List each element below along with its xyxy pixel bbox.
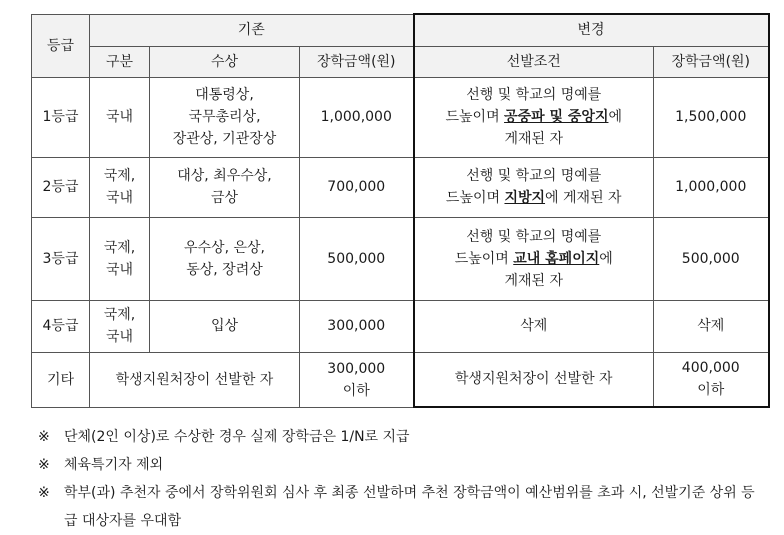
amount-cell: 700,000 — [300, 157, 414, 217]
amount-cell: 300,000 이하 — [300, 352, 414, 407]
note-item — [38, 423, 768, 451]
merged-award-cell: 학생지원처장이 선발한 자 — [90, 352, 300, 407]
note-text: 단체(2인 이상)로 수상한 경우 실제 장학금은 1/N로 지급 — [64, 429, 410, 445]
header-amount: 장학금액(원) — [300, 46, 414, 77]
amount-new-cell: 1,000,000 — [654, 157, 769, 217]
note-item — [38, 451, 768, 479]
reference-mark: ※ — [38, 457, 50, 473]
notes-section — [38, 423, 768, 535]
header-row-2 — [32, 46, 769, 77]
amount-cell: 300,000 — [300, 300, 414, 352]
table-row — [32, 77, 769, 157]
condition-cell: 선행 및 학교의 명예를 드높이며 교내 홈페이지에 게재된 자 — [414, 217, 654, 300]
table-row — [32, 217, 769, 300]
emphasis-text: 공중파 및 중앙지 — [504, 109, 609, 125]
header-changed: 변경 — [414, 14, 769, 46]
condition-cell: 학생지원처장이 선발한 자 — [414, 352, 654, 407]
note-text: 학부(과) 추천자 중에서 장학위원회 심사 후 최종 선발하며 추천 장학금액이 예산범위를 초과 시, 선발기준 상위 등급 대상자를 우대함 — [64, 485, 755, 529]
category-cell: 국내 — [90, 77, 150, 157]
header-existing: 기존 — [90, 14, 414, 46]
amount-new-cell: 400,000 이하 — [654, 352, 769, 407]
grade-cell: 1등급 — [32, 77, 90, 157]
grade-cell: 3등급 — [32, 217, 90, 300]
grade-cell: 4등급 — [32, 300, 90, 352]
amount-new-cell: 삭제 — [654, 300, 769, 352]
header-grade: 등급 — [32, 14, 90, 77]
award-cell: 대상, 최우수상, 금상 — [150, 157, 300, 217]
amount-new-cell: 500,000 — [654, 217, 769, 300]
header-amount-new: 장학금액(원) — [654, 46, 769, 77]
note-text: 체육특기자 제외 — [64, 457, 164, 473]
emphasis-text: 지방지 — [504, 190, 546, 206]
header-award: 수상 — [150, 46, 300, 77]
scholarship-table — [31, 13, 770, 408]
category-cell: 국제, 국내 — [90, 157, 150, 217]
condition-cell: 삭제 — [414, 300, 654, 352]
header-category: 구분 — [90, 46, 150, 77]
category-cell: 국제, 국내 — [90, 217, 150, 300]
emphasis-text: 교내 홈페이지 — [513, 250, 600, 267]
table-row — [32, 157, 769, 217]
condition-cell: 선행 및 학교의 명예를 드높이며 지방지에 게재된 자 — [414, 157, 654, 217]
table-row — [32, 300, 769, 352]
condition-cell: 선행 및 학교의 명예를 드높이며 공중파 및 중앙지에 게재된 자 — [414, 77, 654, 157]
reference-mark: ※ — [38, 485, 50, 501]
amount-new-cell: 1,500,000 — [654, 77, 769, 157]
note-item — [38, 479, 768, 535]
header-selection: 선발조건 — [414, 46, 654, 77]
amount-cell: 1,000,000 — [300, 77, 414, 157]
amount-cell: 500,000 — [300, 217, 414, 300]
grade-cell: 2등급 — [32, 157, 90, 217]
award-cell: 입상 — [150, 300, 300, 352]
reference-mark: ※ — [38, 429, 50, 445]
award-cell: 대통령상, 국무총리상, 장관상, 기관장상 — [150, 77, 300, 157]
category-cell: 국제, 국내 — [90, 300, 150, 352]
header-row-1 — [32, 14, 769, 46]
table-row — [32, 352, 769, 407]
grade-cell: 기타 — [32, 352, 90, 407]
award-cell: 우수상, 은상, 동상, 장려상 — [150, 217, 300, 300]
